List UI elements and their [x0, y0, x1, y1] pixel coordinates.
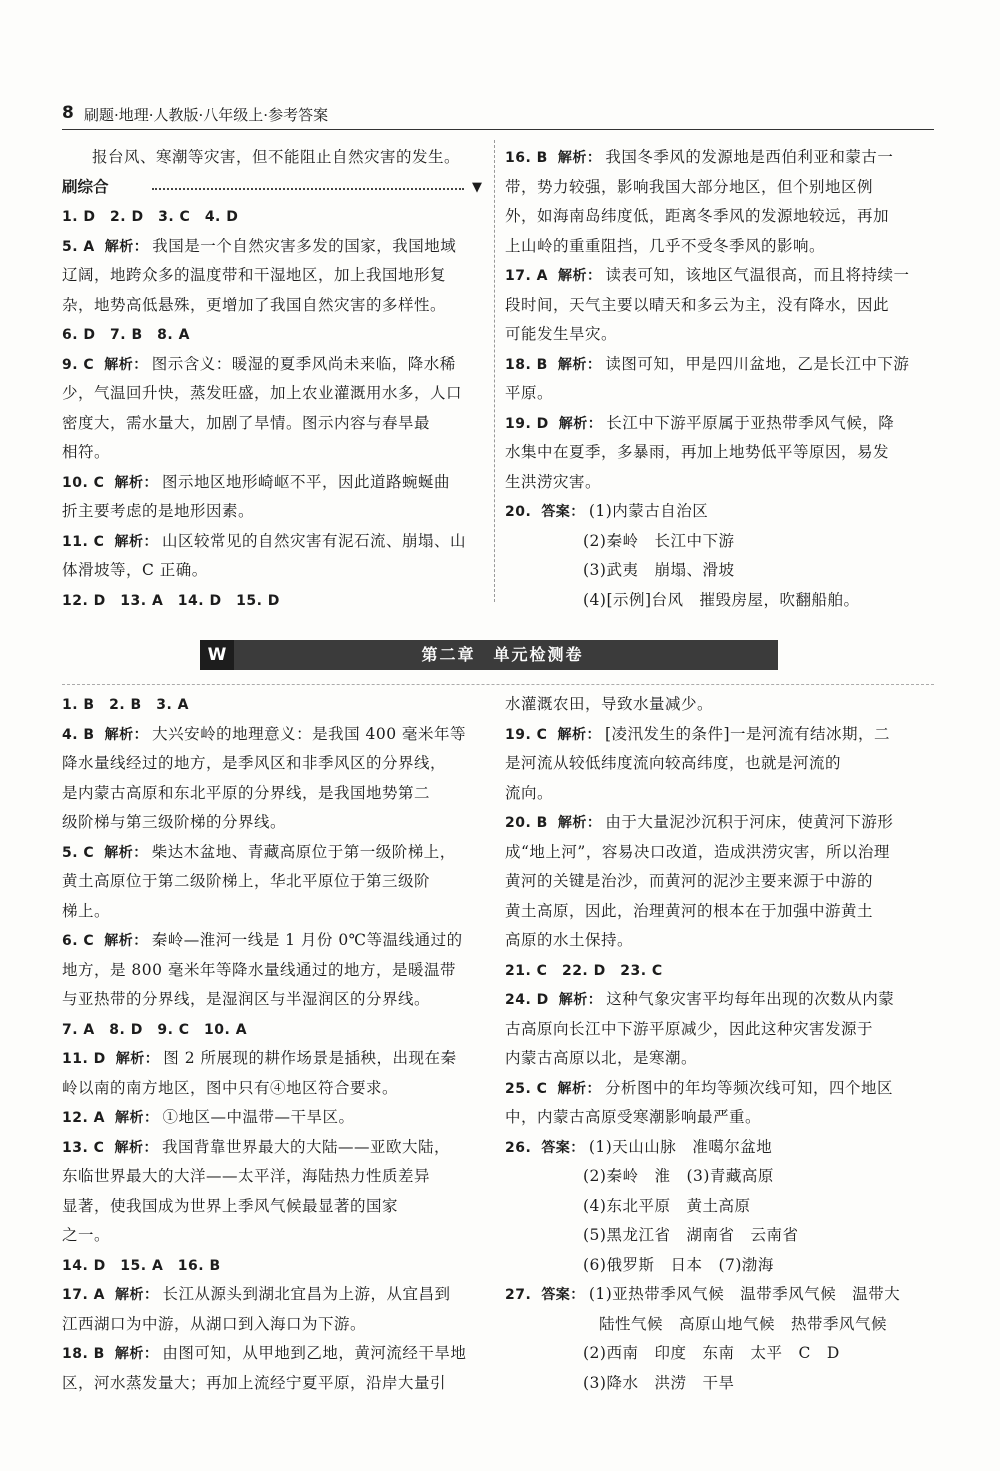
- banner-end-cap: [775, 640, 785, 670]
- question-number: 16. B: [505, 150, 548, 166]
- left-column-bottom: [62, 690, 482, 1398]
- header-title: 刷题·地理·人教版·八年级上·参考答案: [84, 106, 329, 124]
- answer-line: [505, 1280, 935, 1310]
- answer-text: 古高原向长江中下游平原减少，因此这种灾害发源于: [505, 1019, 874, 1038]
- answer-line: [62, 1251, 482, 1281]
- answer-text: 黄土高原位于第二级阶梯上，华北平原位于第三级阶: [62, 872, 431, 890]
- answer-line: [62, 527, 482, 557]
- answer-line: [62, 1221, 482, 1251]
- answer-text: 平原。: [505, 384, 554, 402]
- answer-text: 体滑坡等，C 正确。: [62, 561, 208, 579]
- answer-line: [505, 1015, 935, 1045]
- answer-line: [62, 409, 482, 439]
- question-number: 18. B: [62, 1346, 105, 1362]
- answer-choices: 14. D 15. A 16. B: [62, 1257, 221, 1274]
- answer-text: (1)亚热带季风气候 温带季风气候 温带大: [588, 1285, 901, 1303]
- answer-text: 黄土高原，因此，治理黄河的根本在于加强中游黄土: [505, 901, 874, 920]
- answer-line: [62, 1074, 482, 1104]
- answer-text: 辽阔，地跨众多的温度带和干湿地区，加上我国地形复: [62, 266, 447, 284]
- answer-line: [505, 1133, 935, 1163]
- answer-line: [505, 808, 935, 838]
- answer-line: [62, 1310, 482, 1340]
- question-number: 12. A: [62, 1110, 106, 1126]
- answer-line: [62, 956, 482, 986]
- answer-choices: 6. D 7. B 8. A: [62, 327, 190, 343]
- answer-text: 可能发生旱灾。: [505, 325, 618, 343]
- answer-line: [62, 556, 482, 586]
- answer-line: [505, 202, 935, 232]
- answer-line: [505, 1192, 935, 1222]
- answer-text: 折主要考虑的是地形因素。: [62, 502, 255, 520]
- answer-text: 我国背靠世界最大的大陆——亚欧大陆，: [161, 1137, 450, 1156]
- answer-text: 高原的水土保持。: [505, 931, 634, 949]
- answer-line: [505, 379, 935, 409]
- answer-line: [505, 1339, 935, 1369]
- question-number: 17. A: [505, 268, 549, 284]
- page-header: [62, 100, 934, 130]
- answer-text: 读表可知，该地区气温很高，而且将持续一: [605, 266, 910, 284]
- answer-line: [505, 291, 935, 321]
- answer-line: [505, 468, 935, 498]
- right-column-top: [505, 143, 935, 615]
- question-number: 5. C: [62, 844, 95, 861]
- answer-line: [62, 1133, 482, 1163]
- answer-line: [62, 586, 482, 616]
- answer-line: [62, 202, 482, 232]
- answer-line: [505, 1310, 935, 1340]
- answer-text: 黄河的关键是治沙，而黄河的泥沙主要来源于中游的: [505, 872, 874, 890]
- answer-choices: 1. D 2. D 3. C 4. D: [62, 209, 239, 225]
- answer-line: [505, 926, 935, 956]
- answer-text: 上山岭的重重阻挡，几乎不受冬季风的影响。: [505, 236, 826, 255]
- answer-text: 段时间，天气主要以晴天和多云为主，没有降水，因此: [505, 295, 890, 314]
- answer-line: [505, 867, 935, 897]
- answer-line: [62, 379, 482, 409]
- keyword-label: 解析：: [104, 933, 148, 949]
- answer-line: [62, 1369, 482, 1399]
- triangle-down-icon: ▼: [472, 179, 482, 195]
- column-divider: [494, 140, 495, 602]
- keyword-label: 解析：: [114, 1139, 158, 1156]
- keyword-label: 解析：: [114, 474, 158, 491]
- question-number: 20. B: [505, 815, 548, 831]
- answer-line: [62, 261, 482, 291]
- section-heading: [62, 173, 482, 203]
- answer-line: [62, 1015, 482, 1045]
- keyword-label: 解析：: [558, 992, 603, 1008]
- answer-line: [62, 1162, 482, 1192]
- keyword-label: 解析：: [104, 356, 148, 373]
- right-column-bottom: [505, 690, 935, 1398]
- answer-text: 少，气温回升快，蒸发旺盛，加上农业灌溉用水多，人口: [62, 384, 463, 402]
- keyword-label: 解析：: [558, 268, 602, 284]
- answer-line: [505, 779, 935, 809]
- question-number: 10. C: [62, 474, 105, 491]
- answer-choices: 7. A 8. D 9. C 10. A: [62, 1021, 248, 1038]
- answer-line: [62, 320, 482, 350]
- answer-line: [505, 173, 935, 203]
- answer-text: 陆性气候 高原山地气候 热带季风气候: [583, 1314, 888, 1333]
- answer-line: [505, 749, 935, 779]
- answer-line: [62, 468, 482, 498]
- question-number: 11. D: [62, 1051, 106, 1067]
- answer-line: [62, 720, 482, 750]
- answer-line: [505, 1221, 935, 1251]
- answer-line: [62, 497, 482, 527]
- answer-line: [62, 985, 482, 1015]
- answer-line: [62, 232, 482, 262]
- banner-rule: [62, 684, 934, 685]
- answer-text: 是内蒙古高原和东北平原的分界线，是我国地势第二: [62, 783, 431, 802]
- answer-text: 图 2 所展现的耕作场景是插秧，出现在秦: [163, 1049, 457, 1067]
- answer-text: (1)内蒙古自治区: [588, 502, 709, 520]
- answer-line: [505, 1369, 935, 1399]
- question-number: 11. C: [62, 533, 105, 550]
- answer-text: 区，河水蒸发量大；再加上流经宁夏平原，沿岸大量引: [62, 1373, 447, 1392]
- answer-text: 报台风、寒潮等灾害，但不能阻止自然灾害的发生。: [92, 148, 461, 166]
- answer-choices: 12. D 13. A 14. D 15. D: [62, 592, 280, 609]
- answer-text: [凌汛发生的条件]一是河流有结冰期，二: [604, 724, 891, 743]
- question-number: 9. C: [62, 356, 95, 373]
- answer-line: [505, 143, 935, 173]
- answer-line: [505, 556, 935, 586]
- question-number: 13. C: [62, 1139, 105, 1156]
- keyword-label: 答案：: [541, 1287, 585, 1303]
- answer-line: [505, 261, 935, 291]
- answer-text: 梯上。: [62, 901, 111, 920]
- page-number: 8: [62, 103, 74, 123]
- answer-text: 读图可知，甲是四川盆地，乙是长江中下游: [605, 354, 910, 373]
- question-number: 19. C: [505, 726, 548, 743]
- answer-line: [505, 956, 935, 986]
- answer-text: (1)天山山脉 准噶尔盆地: [588, 1137, 773, 1156]
- question-number: 20.: [505, 504, 532, 520]
- answer-text: 显著，使我国成为世界上季风气候最显著的国家: [62, 1196, 399, 1215]
- answer-choices: 21. C 22. D 23. C: [505, 962, 663, 979]
- answer-line: [505, 1044, 935, 1074]
- keyword-label: 解析：: [557, 815, 602, 831]
- answer-line: [62, 1280, 482, 1310]
- answer-text: (4)[示例]台风 摧毁房屋，吹翻船舶。: [583, 590, 860, 609]
- answer-text: (2)西南 印度 东南 太平 C D: [583, 1344, 840, 1362]
- answer-line: [62, 749, 482, 779]
- question-number: 26.: [505, 1139, 532, 1156]
- answer-line: [505, 1162, 935, 1192]
- answer-text: 带，势力较强，影响我国大部分地区，但个别地区例: [505, 177, 874, 196]
- answer-text: 生洪涝灾害。: [505, 472, 602, 491]
- answer-line: [62, 838, 482, 868]
- answer-text: 由图可知，从甲地到乙地，黄河流经干旱地: [162, 1344, 467, 1362]
- answer-text: 杂，地势高低悬殊，更增加了我国自然灾害的多样性。: [62, 295, 447, 314]
- keyword-label: 解析：: [104, 238, 149, 255]
- answer-line: [62, 291, 482, 321]
- answer-line: [62, 1339, 482, 1369]
- answer-text: 我国冬季风的发源地是西伯利亚和蒙古一: [605, 148, 894, 166]
- answer-text: 图示地区地形崎岖不平，因此道路蜿蜒曲: [161, 472, 450, 491]
- answer-text: 水灌溉农田，导致水量减少。: [505, 695, 714, 713]
- answer-line: [505, 897, 935, 927]
- answer-text: 岭以南的南方地区，图中只有④地区符合要求。: [62, 1078, 399, 1097]
- answer-text: 我国是一个自然灾害多发的国家，我国地域: [152, 236, 457, 255]
- answer-text: 图示含义：暖湿的夏季风尚未来临，降水稀: [151, 354, 456, 373]
- keyword-label: 解析：: [115, 1051, 160, 1067]
- answer-text: 是河流从较低纬度流向较高纬度，也就是河流的: [505, 754, 842, 772]
- answer-text: (2)秦岭 淮 (3)青藏高原: [583, 1167, 774, 1185]
- dotted-leader: [152, 188, 464, 190]
- keyword-label: 答案：: [541, 504, 585, 520]
- answer-line: [62, 926, 482, 956]
- answer-line: [505, 838, 935, 868]
- question-number: 25. C: [505, 1080, 548, 1097]
- answer-line: [505, 985, 935, 1015]
- answer-line: [505, 1103, 935, 1133]
- question-number: 24. D: [505, 992, 549, 1008]
- answer-line: [62, 438, 482, 468]
- answer-text: (5)黑龙江省 湖南省 云南省: [583, 1226, 799, 1244]
- question-number: 27.: [505, 1287, 532, 1303]
- answer-text: 之一。: [62, 1226, 111, 1244]
- keyword-label: 解析：: [114, 1346, 159, 1362]
- answer-text: 与亚热带的分界线，是湿润区与半湿润区的分界线。: [62, 990, 431, 1008]
- answer-line: [62, 1044, 482, 1074]
- keyword-label: 解析：: [115, 1110, 159, 1126]
- answer-line: [505, 690, 935, 720]
- question-number: 4. B: [62, 726, 95, 743]
- answer-text: 相符。: [62, 443, 111, 461]
- answer-line: [62, 808, 482, 838]
- answer-line: [62, 143, 482, 173]
- answer-text: 中，内蒙古高原受寒潮影响最严重。: [505, 1108, 762, 1126]
- answer-text: 江西湖口为中游，从湖口到入海口为下游。: [62, 1314, 367, 1333]
- answer-line: [505, 1251, 935, 1281]
- answer-line: [62, 690, 482, 720]
- keyword-label: 解析：: [557, 150, 602, 166]
- answer-line: [62, 350, 482, 380]
- answer-text: ①地区—中温带—干旱区。: [162, 1108, 355, 1126]
- answer-text: 内蒙古高原以北，是寒潮。: [505, 1049, 698, 1067]
- answer-text: 级阶梯与第三级阶梯的分界线。: [62, 813, 287, 831]
- keyword-label: 解析：: [115, 1287, 159, 1303]
- answer-text: 外，如海南岛纬度低，距离冬季风的发源地较远，再加: [505, 207, 890, 225]
- keyword-label: 解析：: [557, 726, 601, 743]
- answer-text: (3)武夷 崩塌、滑坡: [583, 561, 735, 579]
- keyword-label: 解析：: [557, 356, 602, 373]
- answer-line: [505, 497, 935, 527]
- answer-line: [62, 1103, 482, 1133]
- question-number: 17. A: [62, 1287, 106, 1303]
- keyword-label: 解析：: [104, 726, 149, 743]
- keyword-label: 解析：: [114, 533, 158, 550]
- answer-text: 成“地上河”，容易决口改道，造成洪涝灾害，所以治理: [505, 842, 890, 861]
- question-number: 19. D: [505, 415, 549, 432]
- answer-text: 流向。: [505, 783, 554, 802]
- answer-text: (3)降水 洪涝 干旱: [583, 1373, 735, 1392]
- answer-text: 水集中在夏季，多暴雨，再加上地势低平等原因，易发: [505, 443, 890, 461]
- answer-line: [505, 320, 935, 350]
- answer-line: [505, 350, 935, 380]
- answer-text: 东临世界最大的大洋——太平洋，海陆热力性质差异: [62, 1167, 431, 1185]
- answer-text: 这种气象灾害平均每年出现的次数从内蒙: [606, 990, 895, 1008]
- answer-line: [505, 1074, 935, 1104]
- question-number: 6. C: [62, 933, 95, 949]
- answer-line: [505, 409, 935, 439]
- left-column-top: [62, 143, 482, 615]
- question-number: 18. B: [505, 356, 548, 373]
- banner-logo-icon: W: [200, 640, 234, 670]
- chapter-banner: [200, 640, 785, 670]
- keyword-label: 答案：: [541, 1139, 585, 1156]
- keyword-label: 解析：: [557, 1080, 601, 1097]
- answer-text: (2)秦岭 长江中下游: [583, 531, 735, 550]
- answer-line: [62, 897, 482, 927]
- answer-text: 大兴安岭的地理意义：是我国 400 毫米年等: [152, 724, 467, 743]
- answer-choices: 1. B 2. B 3. A: [62, 697, 189, 713]
- banner-title: 第二章 单元检测卷: [421, 645, 584, 664]
- answer-text: 降水量线经过的地方，是季风区和非季风区的分界线，: [62, 754, 447, 772]
- answer-text: 由于大量泥沙沉积于河床，使黄河下游形: [605, 813, 894, 831]
- answer-text: 柴达木盆地、青藏高原位于第一级阶梯上，: [151, 842, 456, 861]
- answer-line: [505, 720, 935, 750]
- answer-text: 密度大，需水量大，加剧了旱情。图示内容与春旱最: [62, 413, 431, 432]
- answer-text: 长江中下游平原属于亚热带季风气候，降: [606, 413, 895, 432]
- answer-text: 分析图中的年均等频次线可知，四个地区: [604, 1078, 893, 1097]
- answer-line: [505, 232, 935, 262]
- answer-text: (4)东北平原 黄土高原: [583, 1196, 751, 1215]
- keyword-label: 解析：: [558, 415, 603, 432]
- answer-text: 长江从源头到湖北宜昌为上游，从宜昌到: [162, 1285, 451, 1303]
- answer-text: 地方，是 800 毫米年等降水量线通过的地方，是暖温带: [62, 960, 456, 979]
- section-title: 刷综合: [62, 177, 109, 196]
- answer-line: [62, 1192, 482, 1222]
- answer-line: [62, 779, 482, 809]
- answer-text: 山区较常见的自然灾害有泥石流、崩塌、山: [161, 531, 466, 550]
- answer-text: 秦岭—淮河一线是 1 月份 0℃等温线通过的: [151, 931, 463, 949]
- answer-line: [62, 867, 482, 897]
- answer-line: [505, 586, 935, 616]
- answer-line: [505, 527, 935, 557]
- question-number: 5. A: [62, 238, 95, 255]
- answer-line: [505, 438, 935, 468]
- keyword-label: 解析：: [104, 844, 148, 861]
- answer-text: (6)俄罗斯 日本 (7)渤海: [583, 1255, 774, 1274]
